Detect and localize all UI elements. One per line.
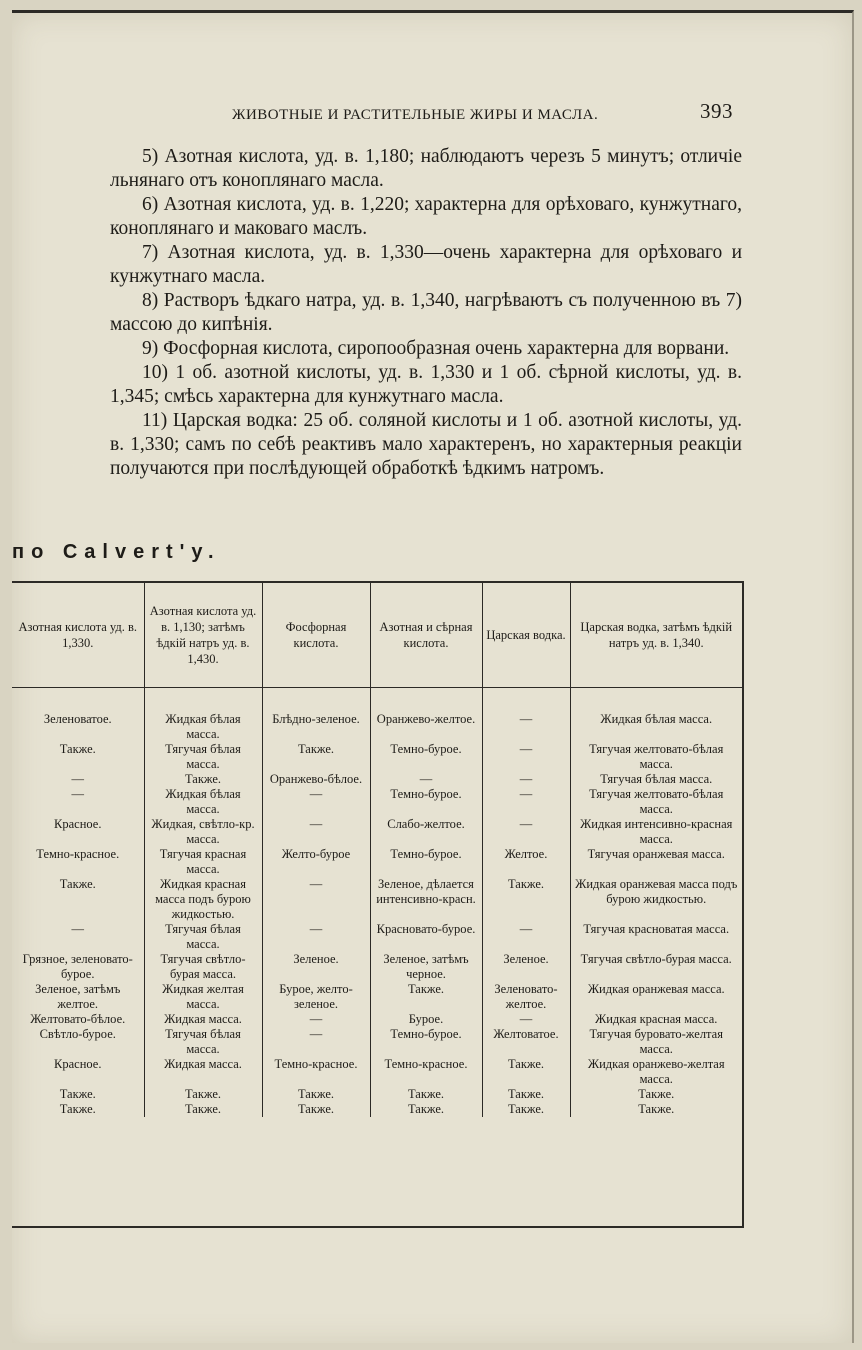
table-cell: Красное.: [12, 817, 144, 847]
table-cell: Также.: [12, 1102, 144, 1117]
table-row: [12, 877, 742, 922]
table-cell: Тягучая желтовато-бѣлая масса.: [589, 787, 724, 816]
table-cell: Жидкая, свѣтло-кр. масса.: [144, 817, 262, 847]
table-cell: Жидкая бѣлая масса.: [144, 787, 262, 817]
table-cell: Тягучая бѣлая масса.: [144, 922, 262, 952]
table-cell: Тягучая бѣлая масса.: [600, 772, 713, 786]
table-cell: Жидкая масса.: [144, 1012, 262, 1027]
table-cell: Жидкая масса.: [144, 1057, 262, 1087]
table-cell: Также.: [144, 1087, 262, 1102]
table-cell: Тягучая буровато-желтая масса.: [589, 1027, 723, 1056]
table-cell: Также.: [370, 1102, 482, 1117]
table-cell: Темно-бурое.: [370, 787, 482, 817]
table-cell: Желтовато-бѣлое.: [12, 1012, 144, 1027]
paragraph: 8) Растворъ ѣдкаго натра, уд. в. 1,340, нагрѣваютъ съ полученною въ 7) массою до кипѣнія.: [110, 290, 742, 335]
table-row: [12, 922, 742, 952]
running-title: ЖИВОТНЫЕ И РАСТИТЕЛЬНЫЕ ЖИРЫ И МАСЛА.: [232, 107, 599, 123]
table-row: [12, 1057, 742, 1087]
table-cell: Красновато-бурое.: [370, 922, 482, 952]
table-cell: Также.: [262, 1087, 370, 1102]
table-cell: Темно-красное.: [370, 1057, 482, 1087]
table-row: [12, 982, 742, 1012]
table-cell: —: [262, 922, 370, 952]
table-cell: Также.: [638, 1102, 675, 1116]
table-cell: Бурое.: [370, 1012, 482, 1027]
table-cell: Также.: [144, 772, 262, 787]
table-cell: Тягучая свѣтло-бурая масса.: [580, 952, 732, 966]
table-row: [12, 742, 742, 772]
table-body: [12, 688, 742, 1118]
table-cell: Зеленое.: [262, 952, 370, 982]
table-cell: —: [12, 922, 144, 952]
table-row: [12, 787, 742, 817]
table-cell: Оранжево-бѣлое.: [262, 772, 370, 787]
table-row: [12, 817, 742, 847]
table-cell: Также.: [262, 742, 370, 772]
table-cell: Также.: [12, 1087, 144, 1102]
reaction-table: [12, 583, 742, 1117]
table-cell: —: [262, 1012, 370, 1027]
table-row: [12, 952, 742, 982]
table-cell: Оранжево-желтое.: [370, 688, 482, 743]
table-cell: —: [12, 772, 144, 787]
table-cell: Желто-бурое: [262, 847, 370, 877]
column-header: Азотная кислота уд. в. 1,130; затѣмъ ѣдкій натръ уд. в. 1,430.: [144, 583, 262, 688]
table-cell: Желтое.: [482, 847, 570, 877]
table-cell: Также.: [262, 1102, 370, 1117]
table-cell: —: [482, 772, 570, 787]
paragraph: 10) 1 об. азотной кислоты, уд. в. 1,330 и 1 об. сѣрной кислоты, уд. в. 1,345; смѣсь характерна для кунжутнаго масла.: [110, 362, 742, 407]
table-cell: Зеленоватое.: [12, 688, 144, 743]
table-cell: Красное.: [12, 1057, 144, 1087]
table-cell: Зеленое, затѣмъ желтое.: [12, 982, 144, 1012]
table-cell: Также.: [144, 1102, 262, 1117]
table-cell: Тягучая красная масса.: [144, 847, 262, 877]
table-cell: Желтоватое.: [482, 1027, 570, 1057]
table-row: [12, 1012, 742, 1027]
table-cell: Бурое, желто-зеленое.: [262, 982, 370, 1012]
table-cell: —: [370, 772, 482, 787]
table-cell: Также.: [482, 877, 570, 922]
table-cell: Жидкая бѣлая масса.: [600, 712, 713, 726]
table-cell: Жидкая оранжевая масса.: [587, 982, 725, 996]
column-header: Царская водка, затѣмъ ѣдкій натръ уд. в. 1,340.: [570, 583, 742, 688]
table-cell: —: [262, 1027, 370, 1057]
table-cell: Жидкая красная масса подъ бурою жидкостью.: [144, 877, 262, 922]
table-cell: Темно-красное.: [12, 847, 144, 877]
table-cell: Также.: [482, 1102, 570, 1117]
table-cell: Грязное, зеленовато-бурое.: [12, 952, 144, 982]
table-row: [12, 847, 742, 877]
paragraph: 11) Царская водка: 25 об. соляной кислоты и 1 об. азотной кислоты, уд. в. 1,330; самъ по себѣ реактивъ мало характеренъ, но характерныя реакціи получаются при послѣдующей обработкѣ ѣдкимъ натромъ.: [110, 410, 742, 479]
table-cell: Тягучая бѣлая масса.: [144, 742, 262, 772]
table-cell: Зеленое, затѣмъ черное.: [370, 952, 482, 982]
table-cell: Также.: [12, 877, 144, 922]
table-cell: Блѣдно-зеленое.: [262, 688, 370, 743]
table-cell: Тягучая оранжевая масса.: [587, 847, 725, 861]
table-cell: Также.: [370, 1087, 482, 1102]
table-cell: Жидкая красная масса.: [595, 1012, 718, 1026]
paragraph: 6) Азотная кислота, уд. в. 1,220; характерна для орѣховаго, кунжутнаго, коноплянаго и маковаго маслъ.: [110, 194, 742, 239]
table-cell: Также.: [638, 1087, 675, 1101]
table-cell: —: [262, 877, 370, 922]
table-header-row: [12, 583, 742, 688]
table-cell: Также.: [12, 742, 144, 772]
table-cell: Зеленовато-желтое.: [482, 982, 570, 1012]
table-row: [12, 772, 742, 787]
table-cell: Также.: [370, 982, 482, 1012]
table-row: [12, 688, 742, 743]
table-cell: Тягучая свѣтло-бурая масса.: [144, 952, 262, 982]
table-cell: Также.: [482, 1057, 570, 1087]
table-cell: Слабо-желтое.: [370, 817, 482, 847]
table-cell: —: [482, 688, 570, 743]
table-cell: Также.: [482, 1087, 570, 1102]
table-row: [12, 1102, 742, 1117]
book-page: [12, 10, 854, 1343]
column-header: Азотная кислота уд. в. 1,330.: [12, 583, 144, 688]
table-cell: Жидкая оранжево-желтая масса.: [587, 1057, 725, 1086]
table-row: [12, 1027, 742, 1057]
table-cell: Темно-красное.: [262, 1057, 370, 1087]
reaction-table-frame: [12, 581, 744, 1228]
table-cell: —: [482, 817, 570, 847]
table-cell: Темно-бурое.: [370, 847, 482, 877]
table-cell: Тягучая желтовато-бѣлая масса.: [589, 742, 724, 771]
table-row: [12, 1087, 742, 1102]
table-caption: по Calvert'y.: [12, 541, 221, 563]
paragraph: 5) Азотная кислота, уд. в. 1,180; наблюдаютъ черезъ 5 минутъ; отличіе льнянаго отъ коноплянаго масла.: [110, 146, 742, 191]
page-number: 393: [700, 99, 733, 123]
table-cell: Тягучая красноватая масса.: [583, 922, 730, 936]
column-header: Фосфорная кислота.: [262, 583, 370, 688]
table-cell: Тягучая бѣлая масса.: [144, 1027, 262, 1057]
table-cell: —: [262, 787, 370, 817]
table-cell: Жидкая бѣлая масса.: [144, 688, 262, 743]
table-cell: Зеленое, дѣлается интенсивно-красн.: [370, 877, 482, 922]
table-cell: Жидкая желтая масса.: [144, 982, 262, 1012]
table-cell: —: [12, 787, 144, 817]
table-cell: —: [482, 1012, 570, 1027]
column-header: Азотная и сѣрная кислота.: [370, 583, 482, 688]
table-cell: Свѣтло-бурое.: [12, 1027, 144, 1057]
table-cell: —: [482, 787, 570, 817]
table-cell: —: [482, 742, 570, 772]
paragraph: 9) Фосфорная кислота, сиропообразная очень характерна для ворвани.: [142, 338, 730, 359]
table-cell: Темно-бурое.: [370, 1027, 482, 1057]
column-header: Царская водка.: [482, 583, 570, 688]
table-cell: —: [482, 922, 570, 952]
table-cell: Зеленое.: [482, 952, 570, 982]
table-cell: Жидкая интенсивно-красная масса.: [580, 817, 733, 846]
table-cell: —: [262, 817, 370, 847]
body-text: [110, 145, 742, 481]
table-cell: Темно-бурое.: [370, 742, 482, 772]
paragraph: 7) Азотная кислота, уд. в. 1,330—очень характерна для орѣховаго и кунжутнаго масла.: [110, 242, 742, 287]
table-cell: Жидкая оранжевая масса подъ бурою жидкостью.: [575, 877, 738, 906]
